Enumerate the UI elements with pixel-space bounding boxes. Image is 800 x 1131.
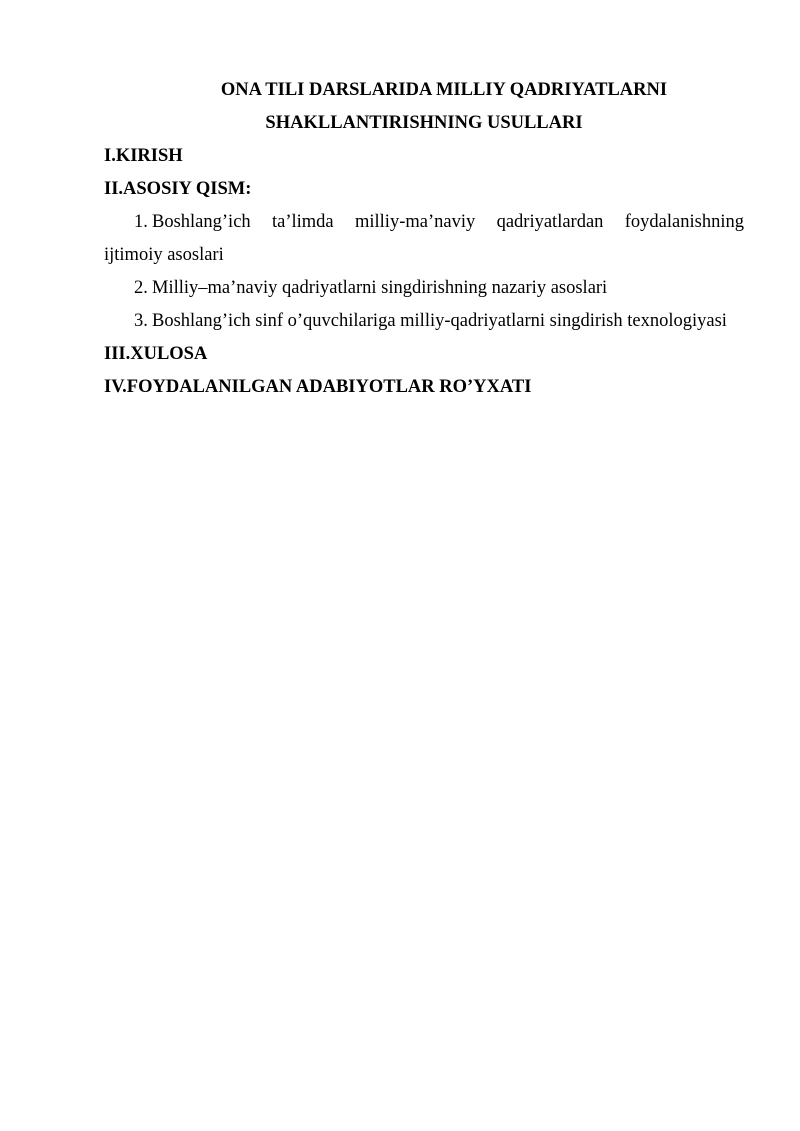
list-item-word: foydalanishning — [624, 212, 744, 232]
list-item-number: 1. — [134, 212, 148, 232]
section-main: II.ASOSIY QISM: — [104, 179, 252, 199]
section-conclusion: III.XULOSA — [104, 344, 208, 364]
list-item — [104, 206, 744, 272]
list-item — [104, 305, 744, 338]
list-item-word: milliy-ma’naviy — [355, 212, 476, 232]
title-line-1: ONA TILI DARSLARIDA MILLIY QADRIYATLARNI — [220, 80, 668, 100]
section-references: IV.FOYDALANILGAN ADABIYOTLAR RO’YXATI — [104, 377, 532, 397]
list-item-number: 3. — [134, 311, 148, 331]
title-line-2: SHAKLLANTIRISHNING USULLARI — [265, 113, 583, 133]
list-item — [104, 272, 744, 305]
list-item-word: ta’limda — [272, 212, 334, 232]
list-item-text: Boshlang’ich sinf o’quvchilariga milliy-qadriyatlarni singdirish texnologiyasi — [152, 311, 727, 331]
list-item-word: qadriyatlardan — [496, 212, 604, 232]
list-item-word: Boshlang’ich — [152, 212, 251, 232]
list-item-first-line — [104, 206, 744, 239]
list-item-number: 2. — [134, 278, 148, 298]
table-of-contents — [104, 140, 744, 404]
list-item-text: Milliy–ma’naviy qadriyatlarni singdirishning nazariy asoslari — [152, 278, 608, 298]
section-intro: I.KIRISH — [104, 146, 183, 166]
list-item-continuation: ijtimoiy asoslari — [104, 245, 224, 265]
list-item-words — [152, 206, 744, 239]
document-title — [104, 74, 744, 140]
